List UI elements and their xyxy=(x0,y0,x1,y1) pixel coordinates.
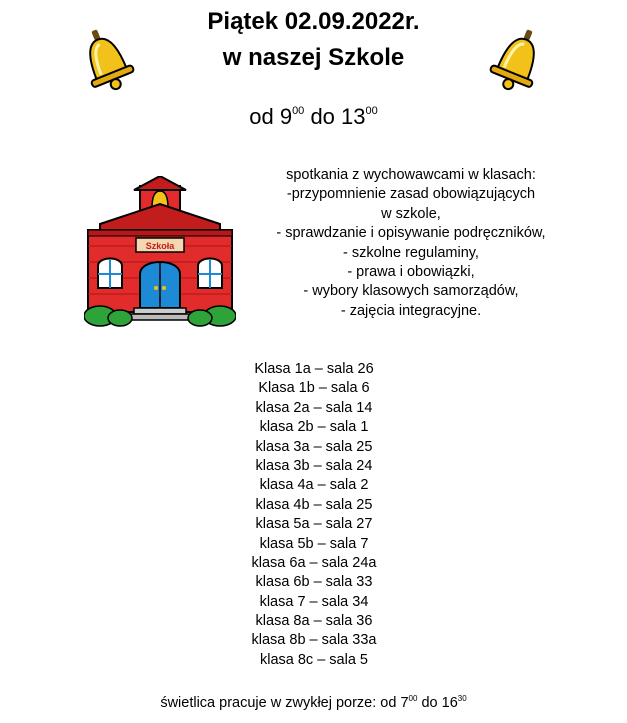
hours-from-minutes: 00 xyxy=(292,105,305,117)
hours-from: od 9 xyxy=(249,104,293,129)
agenda-item: spotkania z wychowawcami w klasach: xyxy=(286,167,536,183)
school-sign: Szkoła xyxy=(145,241,175,251)
room-item: klasa 8c – sala 5 xyxy=(259,651,368,668)
room-item: klasa 5b – sala 7 xyxy=(259,535,369,552)
agenda-list xyxy=(236,166,586,321)
room-item: Klasa 1a – sala 26 xyxy=(254,361,374,377)
room-item: klasa 4a – sala 2 xyxy=(259,477,369,494)
room-item: klasa 7 – sala 34 xyxy=(259,593,369,610)
room-item: klasa 2a – sala 14 xyxy=(255,399,373,416)
room-item: klasa 8a – sala 36 xyxy=(255,613,373,630)
footer-note xyxy=(0,694,627,711)
agenda-item: - wybory klasowych samorządów, xyxy=(303,283,519,300)
hours-to: do 13 xyxy=(310,104,366,129)
footer-to-minutes: 30 xyxy=(457,694,467,703)
room-list xyxy=(214,360,414,670)
room-item: klasa 3b – sala 24 xyxy=(255,457,373,474)
school-building-icon xyxy=(84,176,236,328)
bell-icon xyxy=(486,24,550,96)
agenda-item: - zajęcia integracyjne. xyxy=(340,302,482,319)
footer-from-minutes: 00 xyxy=(408,694,418,703)
room-item: klasa 8b – sala 33a xyxy=(251,632,377,649)
room-item: klasa 6a – sala 24a xyxy=(251,554,377,571)
room-item: klasa 5a – sala 27 xyxy=(255,516,373,533)
page-subtitle: w naszej Szkole xyxy=(222,44,405,71)
footer-to: do 16 xyxy=(421,695,458,711)
hours-to-minutes: 00 xyxy=(365,105,378,117)
agenda-item: -przypomnienie zasad obowiązujących xyxy=(286,186,536,203)
page-title: Piątek 02.09.2022r. xyxy=(207,8,420,35)
room-item: klasa 4b – sala 25 xyxy=(255,496,373,513)
room-item: klasa 2b – sala 1 xyxy=(259,419,369,436)
room-item: klasa 6b – sala 33 xyxy=(255,574,373,591)
hours-range xyxy=(0,104,627,130)
room-item: Klasa 1b – sala 6 xyxy=(258,380,370,397)
room-item: klasa 3a – sala 25 xyxy=(255,438,373,455)
agenda-item: - szkolne regulaminy, xyxy=(343,244,479,261)
agenda-item: w szkole, xyxy=(381,205,441,222)
agenda-item: - sprawdzanie i opisywanie podręczników, xyxy=(276,225,546,242)
agenda-item: - prawa i obowiązki, xyxy=(347,263,475,280)
bell-icon xyxy=(74,24,138,96)
footer-text: świetlica pracuje w zwykłej porze: od 7 xyxy=(160,695,409,711)
